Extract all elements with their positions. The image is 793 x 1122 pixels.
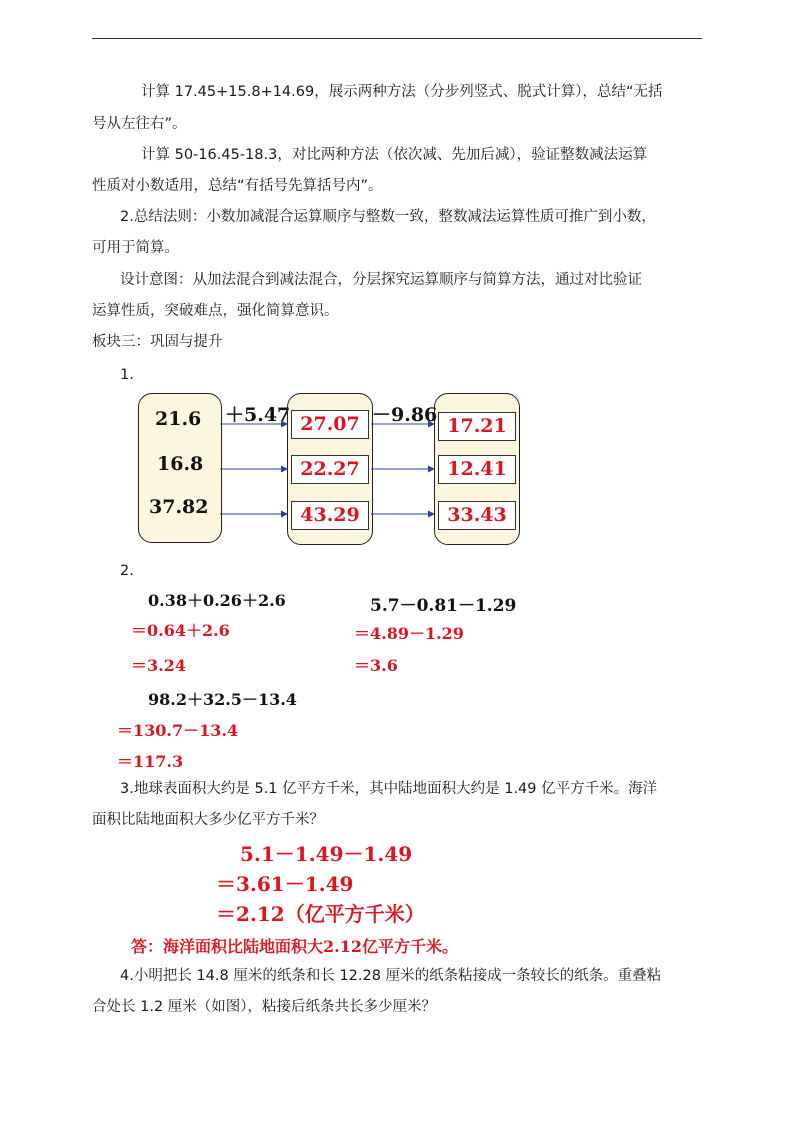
middle-result-1: 27.07 [291,410,369,439]
summary-line-1: 2.总结法则：小数加减混合运算顺序与整数一致，整数减法运算性质可推广到小数， [120,209,656,225]
question-1-number: 1. [120,367,134,383]
intro-paragraph-2-line-1: 计算 50-16.45-18.3，对比两种方法（依次减、先加后减），验证整数减法运算 [141,147,648,163]
expression-1-step-1: ＝0.64＋2.6 [131,621,230,640]
operation-subtract: －9.86 [372,404,438,426]
expression-1: 0.38＋0.26＋2.6 [148,591,286,610]
question-3-answer: 答：海洋面积比陆地面积大2.12亿平方千米。 [131,937,458,956]
expression-2-step-2: ＝3.6 [354,656,398,675]
expression-2: 5.7－0.81－1.29 [370,596,517,616]
section-title: 板块三：巩固与提升 [92,334,223,350]
question-4-line-2: 合处长 1.2 厘米（如图），粘接后纸条共长多少厘米？ [92,999,437,1015]
question-2-number: 2. [120,563,134,579]
input-value-2: 16.8 [157,453,204,475]
expression-3-step-1: ＝130.7－13.4 [117,721,239,740]
input-value-1: 21.6 [155,408,202,430]
question-3-line-2: 面积比陆地面积大多少亿平方千米？ [92,812,324,828]
output-result-1: 17.21 [438,412,516,441]
output-result-3: 33.43 [438,501,516,530]
expression-2-step-1: ＝4.89－1.29 [354,624,464,643]
intro-paragraph-2-line-2: 性质对小数适用，总结“有括号先算括号内”。 [92,178,383,194]
question-3-step-3: ＝2.12（亿平方千米） [216,902,425,926]
expression-3-step-2: ＝117.3 [117,752,184,771]
design-intent-line-2: 运算性质，突破难点，强化简算意识。 [92,303,339,319]
question-3-step-1: 5.1－1.49－1.49 [240,842,413,866]
intro-paragraph-1-line-1: 计算 17.45+15.8+14.69，展示两种方法（分步列竖式、脱式计算），总结“无括 [141,84,663,100]
output-result-2: 12.41 [438,455,516,484]
operation-add: ＋5.47 [225,404,291,426]
intro-paragraph-1-line-2: 号从左往右”。 [92,116,187,132]
input-value-3: 37.82 [149,496,209,518]
question-4-line-1: 4.小明把长 14.8 厘米的纸条和长 12.28 厘米的纸条粘接成一条较长的纸条。重叠粘 [120,968,662,984]
summary-line-2: 可用于简算。 [92,240,179,256]
middle-result-3: 43.29 [291,501,369,530]
expression-1-step-2: ＝3.24 [131,656,186,675]
question-3-step-2: ＝3.61－1.49 [216,872,354,896]
design-intent-line-1: 设计意图：从加法混合到减法混合，分层探究运算顺序与简算方法，通过对比验证 [120,272,642,288]
expression-3: 98.2＋32.5－13.4 [148,690,297,709]
question-3-line-1: 3.地球表面积大约是 5.1 亿平方千米，其中陆地面积大约是 1.49 亿平方千米。海洋 [120,781,658,797]
middle-result-2: 22.27 [291,455,369,484]
